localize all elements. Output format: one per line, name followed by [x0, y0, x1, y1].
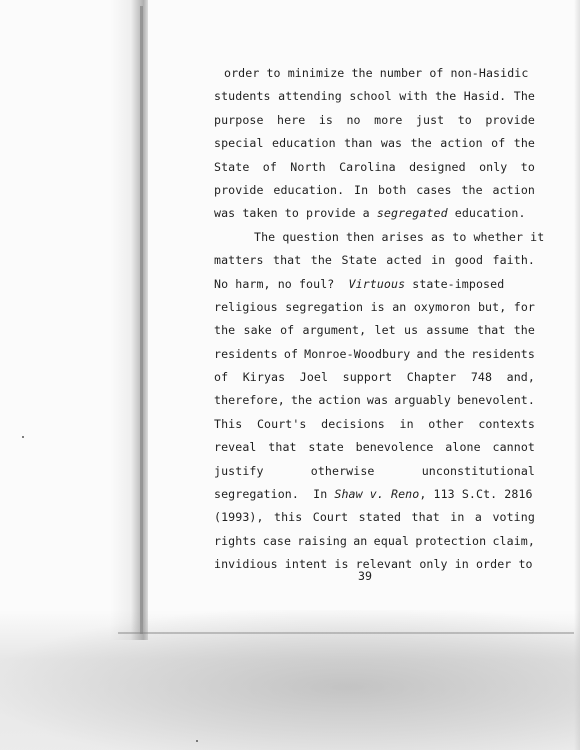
word: The — [513, 89, 535, 104]
word: but, — [477, 299, 507, 314]
word: purpose — [214, 112, 264, 127]
word: justify — [214, 463, 264, 478]
word: in — [450, 510, 465, 525]
word: of — [214, 370, 229, 385]
text-line — [214, 132, 535, 155]
word: the — [513, 323, 535, 338]
word: residents — [214, 346, 278, 361]
word: support — [342, 370, 393, 385]
word: a — [474, 510, 482, 525]
word: oxymoron — [413, 299, 471, 314]
word: this — [274, 510, 303, 525]
word: good — [454, 253, 484, 268]
text-line — [214, 179, 535, 202]
text-line: segregation. In Shaw v. Reno, 113 S.Ct. 2816 — [214, 487, 533, 502]
word: other — [428, 416, 464, 431]
word: raising — [297, 533, 347, 548]
word: voting — [492, 510, 535, 525]
word: (1993), — [214, 510, 264, 525]
word: was — [380, 136, 403, 151]
word: equal — [373, 533, 410, 548]
word: is — [370, 299, 385, 314]
word: decisions — [321, 416, 385, 431]
text-line: order to minimize the number of non-Hasidic — [224, 66, 529, 80]
word: alone — [445, 440, 481, 455]
word: unconstitutional — [421, 463, 535, 478]
word: only — [479, 159, 508, 174]
word: Chapter — [406, 370, 457, 385]
word: rights — [214, 533, 257, 548]
word: state — [308, 440, 344, 455]
case-name: Shaw v. Reno — [334, 487, 420, 502]
word: to — [520, 159, 535, 174]
word: provide — [214, 182, 264, 197]
word: with — [399, 89, 428, 104]
word: therefore, — [214, 393, 285, 408]
body-text — [214, 62, 545, 577]
word: the — [410, 136, 432, 151]
word: State — [214, 159, 250, 174]
word: claim, — [492, 533, 535, 548]
word: in — [431, 253, 446, 268]
word: the — [443, 346, 466, 361]
word: reveal — [214, 440, 257, 455]
word: attending — [278, 89, 342, 104]
word: This — [214, 416, 243, 431]
emphasis-text: Virtuous — [348, 276, 406, 291]
word: arguably — [394, 393, 451, 408]
text-line — [214, 296, 535, 319]
word: just — [415, 112, 445, 127]
word: the — [290, 393, 313, 408]
word: is — [318, 112, 333, 127]
text-line — [214, 366, 535, 389]
word: the — [461, 182, 483, 197]
word: and, — [506, 370, 535, 385]
word: an — [392, 299, 407, 314]
word: the — [513, 136, 535, 151]
word: sake — [243, 323, 272, 338]
word: was — [366, 393, 389, 408]
word: that — [477, 323, 506, 338]
word: North — [290, 159, 326, 174]
word: of — [262, 159, 277, 174]
word: action — [318, 393, 361, 408]
scan-speck — [196, 740, 198, 742]
word: cases — [416, 182, 452, 197]
word: that — [411, 510, 440, 525]
word: special — [214, 136, 264, 151]
word: faith. — [492, 253, 535, 268]
word: in — [399, 416, 414, 431]
word: education. — [273, 182, 345, 197]
text-line — [214, 85, 535, 108]
text-line — [214, 319, 535, 342]
scan-smudge — [0, 610, 580, 750]
text-line — [214, 109, 535, 132]
word: contexts — [478, 416, 535, 431]
word: residents — [471, 346, 535, 361]
word: Court — [312, 510, 349, 525]
word: State — [341, 253, 377, 268]
word: than — [344, 136, 373, 151]
word: of — [283, 346, 299, 361]
text-line: was taken to provide a segregated education. — [214, 206, 526, 221]
word: both — [378, 182, 407, 197]
word: benevolence — [355, 440, 434, 455]
binding-edge-line — [140, 6, 143, 634]
word: students — [214, 89, 271, 104]
word: action — [492, 182, 535, 197]
text-line — [214, 436, 535, 459]
word: provide — [485, 112, 535, 127]
text-line — [214, 389, 535, 412]
text-line — [214, 413, 535, 436]
page-number: 39 — [358, 569, 372, 583]
word: for — [513, 299, 535, 314]
word: Court's — [256, 416, 307, 431]
word: of — [280, 323, 295, 338]
emphasis-text: segregated — [376, 206, 448, 221]
word: cannot — [492, 440, 535, 455]
word: the — [310, 253, 333, 268]
text-line — [214, 156, 535, 179]
text-line — [214, 343, 535, 366]
word: the — [214, 323, 236, 338]
word: acted — [386, 253, 422, 268]
word: Monroe-Woodbury — [304, 346, 411, 361]
word: Kiryas — [242, 370, 286, 385]
word: that — [273, 253, 302, 268]
word: us — [403, 323, 419, 338]
word: school — [349, 89, 392, 104]
word: assume — [426, 323, 469, 338]
word: benevolent. — [457, 393, 535, 408]
word: argument, — [302, 323, 367, 338]
word: otherwise — [310, 463, 375, 478]
word: that — [268, 440, 297, 455]
word: In — [354, 182, 369, 197]
word: 748 — [470, 370, 493, 385]
word: Joel — [299, 370, 329, 385]
word: action — [440, 136, 483, 151]
page-right-edge — [574, 0, 580, 750]
text-line: No harm, no foul? Virtuous state-imposed — [214, 276, 505, 291]
word: here — [277, 112, 306, 127]
word: matters — [214, 253, 264, 268]
word: an — [353, 533, 368, 548]
scan-speck — [22, 436, 24, 438]
text-line — [214, 460, 535, 483]
word: religious — [214, 299, 278, 314]
text-line: invidious intent is relevant only in order to — [214, 557, 533, 572]
word: Hasid. — [463, 89, 507, 104]
word: let — [374, 323, 396, 338]
word: the — [435, 89, 457, 104]
word: to — [457, 112, 472, 127]
word: stated — [358, 510, 402, 525]
word: designed — [409, 159, 466, 174]
word: Carolina — [339, 159, 396, 174]
word: and — [416, 346, 438, 361]
text-line — [214, 506, 535, 529]
word: segregation — [285, 299, 364, 314]
word: protection — [415, 533, 487, 548]
text-line — [214, 249, 535, 272]
text-line: The question then arises as to whether it — [254, 229, 545, 244]
word: no — [346, 112, 361, 127]
word: case — [262, 533, 292, 548]
word: of — [491, 136, 506, 151]
text-line — [214, 530, 535, 553]
word: more — [374, 112, 403, 127]
word: education — [271, 136, 336, 151]
